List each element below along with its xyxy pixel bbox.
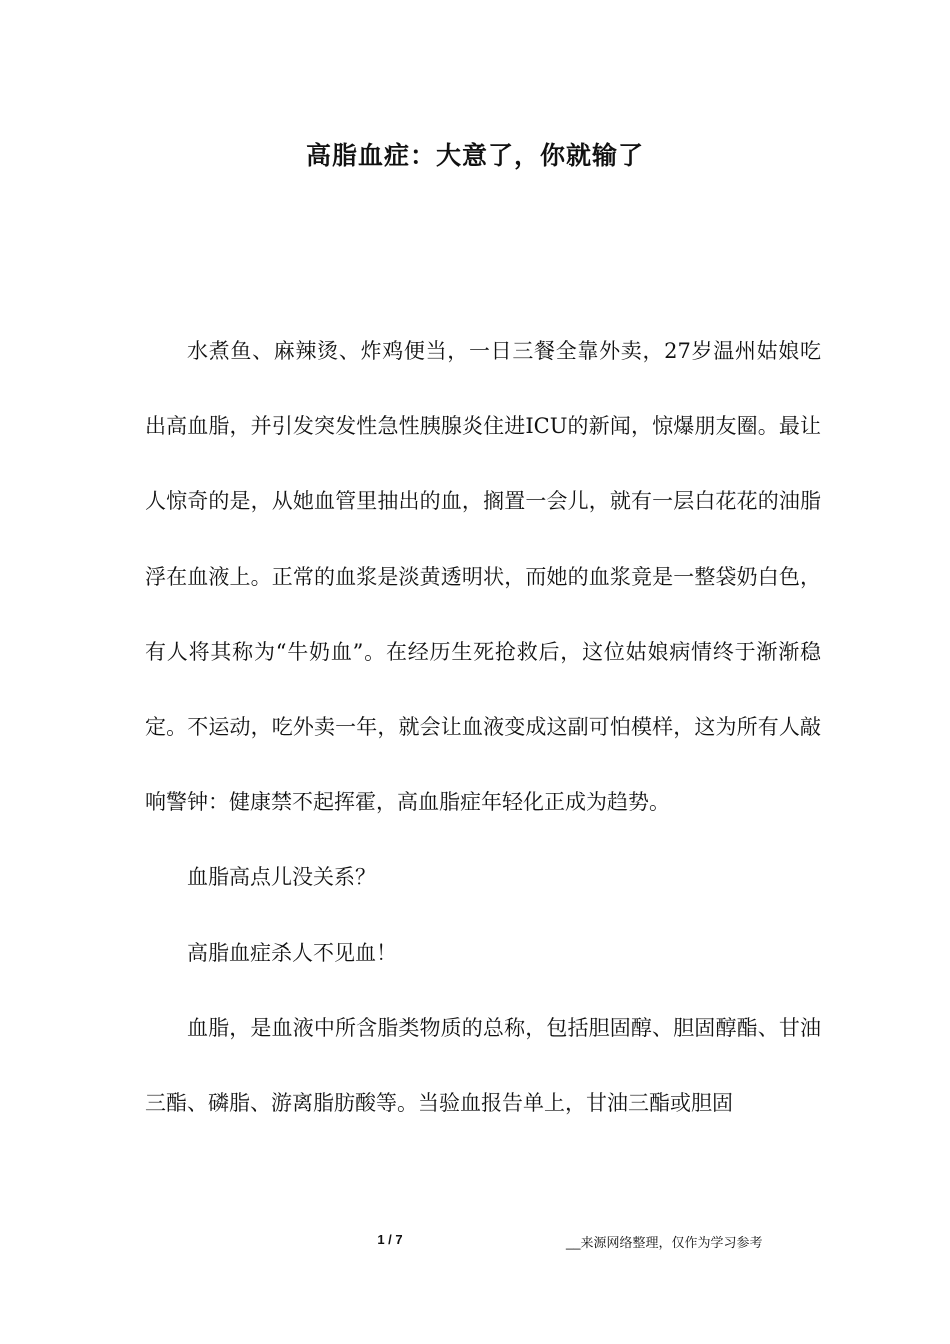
source-note: __来源网络整理，仅作为学习参考 xyxy=(566,1235,763,1250)
paragraph-3: 高脂血症杀人不见血！ xyxy=(187,940,397,965)
page-footer xyxy=(0,1230,950,1254)
paragraph-4: 血脂，是血液中所含脂类物质的总称，包括胆固醇、胆固醇酯、甘油三酯、磷脂、游离脂肪酸等。当验血报告单上，甘油三酯或胆固 xyxy=(145,1015,821,1116)
document-body xyxy=(145,314,821,1141)
page-number: 1 / 7 xyxy=(377,1232,403,1247)
paragraph-2: 血脂高点儿没关系？ xyxy=(187,865,376,890)
document-title: 高脂血症：大意了，你就输了 xyxy=(305,141,644,170)
paragraph-1: 水煮鱼、麻辣烫、炸鸡便当，一日三餐全靠外卖，27岁温州姑娘吃出高血脂，并引发突发性急性胰腺炎住进ICU的新闻，惊爆朋友圈。最让人惊奇的是，从她血管里抽出的血，搁置一会儿，就有一层白花花的油脂浮在血液上。正常的血浆是淡黄透明状，而她的血浆竟是一整袋奶白色，有人将其称为“牛奶血”。在经历生死抢救后，这位姑娘病情终于渐渐稳定。不运动，吃外卖一年，就会让血液变成这副可怕模样，这为所有人敲响警钟：健康禁不起挥霍，高血脂症年轻化正成为趋势。 xyxy=(145,339,821,815)
